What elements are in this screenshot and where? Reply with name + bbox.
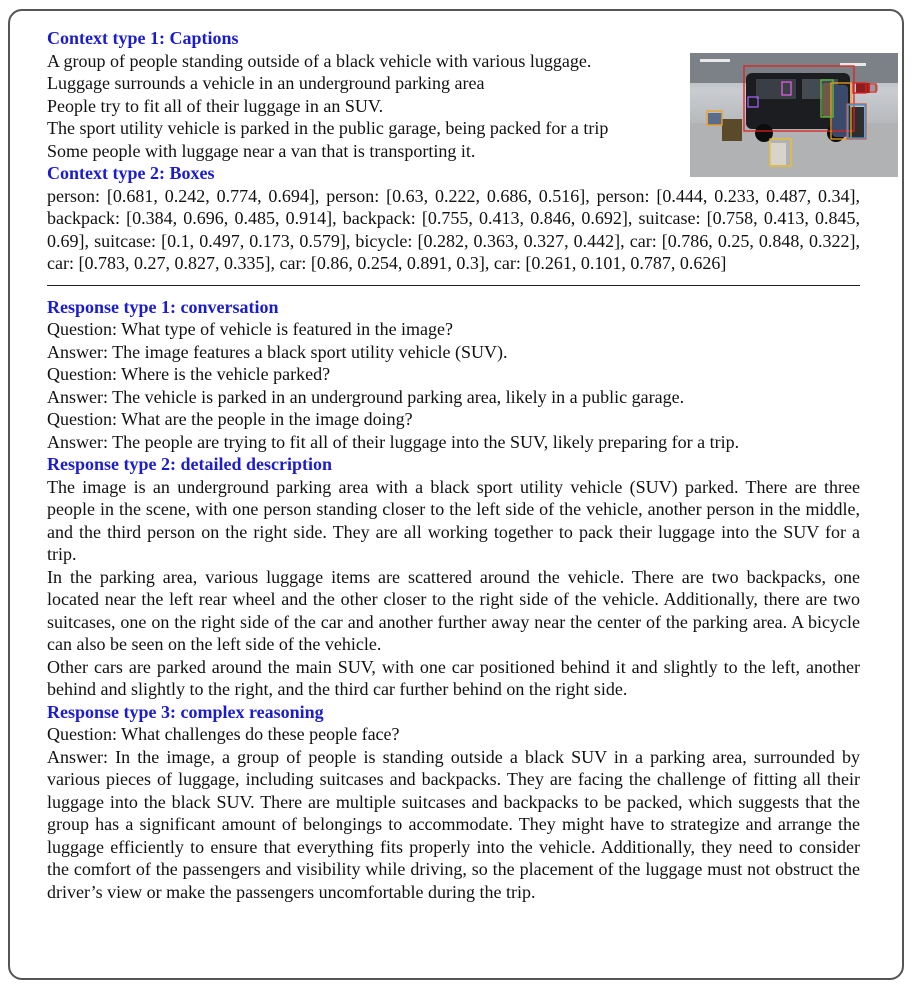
caption-line: Some people with luggage near a van that is transporting it. [47, 140, 476, 161]
conversation-line: Answer: The vehicle is parked in an underground parking area, likely in a public garage. [47, 386, 685, 407]
far-car [870, 85, 878, 91]
caption-line: The sport utility vehicle is parked in the public garage, being packed for a trip [47, 118, 609, 138]
detailed-heading: Response type 2: detailed description [47, 454, 332, 474]
caption-line: Luggage surrounds a vehicle in an underground parking area [47, 73, 485, 93]
caption-line: People try to fit all of their luggage in an SUV. [47, 95, 384, 116]
complex-answer: Answer: In the image, a group of people is standing outside a black SUV in a parking area, surrounded by various pieces of luggage, including suitcases and backpacks. They are facing the challenge of fitting all their luggage into the black SUV. There are multiple suitcases and backpacks to be packed, which suggests that the group has a significant amount of belongings to accommodate. They might have to strategize and arrange the luggage efficiently to ensure that everything fits properly into the vehicle. Additionally, they need to consider the comfort of the passengers and visibility while driving, so the placement of the luggage must not obstruct the driver’s view or make the passengers uncomfortable during the trip. [47, 746, 860, 902]
figure-content [47, 27, 860, 903]
conversation-line: Answer: The image features a black sport utility vehicle (SUV). [47, 341, 508, 362]
conversation-line: Answer: The people are trying to fit all of their luggage into the SUV, likely preparing for a trip. [47, 431, 740, 452]
detailed-paragraph: In the parking area, various luggage items are scattered around the vehicle. There are two backpacks, one located near the left rear wheel and the other closer to the right side of the vehicle. Additionally, there are two suitcases, one on the right side of the car and another further away near the center of the parking area. A bicycle can also be seen on the left side of the vehicle. [47, 566, 860, 654]
caption-line: A group of people standing outside of a black vehicle with various luggage. [47, 50, 592, 71]
conversation-line: Question: Where is the vehicle parked? [47, 364, 331, 384]
captions-section [47, 27, 687, 162]
conversation-line: Question: What type of vehicle is featured in the image? [47, 319, 454, 339]
boxes-heading: Context type 2: Boxes [47, 163, 215, 183]
conversation-line: Question: What are the people in the image doing? [47, 409, 413, 429]
section-divider [47, 285, 860, 286]
conversation-heading: Response type 1: conversation [47, 296, 279, 317]
detailed-paragraph: Other cars are parked around the main SUV, with one car positioned behind it and slightly to the left, another behind and slightly to the right, and the third car further behind on the right side. [47, 656, 860, 699]
complex-heading: Response type 3: complex reasoning [47, 701, 324, 722]
complex-question: Question: What challenges do these people face? [47, 724, 400, 744]
captions-heading: Context type 1: Captions [47, 28, 239, 48]
boxes-text: person: [0.681, 0.242, 0.774, 0.694], person: [0.63, 0.222, 0.686, 0.516], person: [0.444, 0.233, 0.487, 0.34], backpack: [0.384, 0.696, 0.485, 0.914], backpack: [0.755, 0.413, 0.846, 0.692], suitcase: [0.758, 0.413, 0.845, 0.69], suitcase: [0.1, 0.497, 0.173, 0.579], bicycle: [0.282, 0.363, 0.327, 0.442], car: [0.786, 0.25, 0.848, 0.322], car: [0.783, 0.27, 0.827, 0.335], car: [0.86, 0.254, 0.891, 0.3], car: [0.261, 0.101, 0.787, 0.626] [47, 185, 860, 273]
detailed-paragraph: The image is an underground parking area with a black sport utility vehicle (SUV) parked. There are three people in the scene, with one person standing closer to the left side of the vehicle, another person in the middle, and the third person on the right side. They are all working together to pack their luggage into the SUV for a trip. [47, 476, 860, 564]
